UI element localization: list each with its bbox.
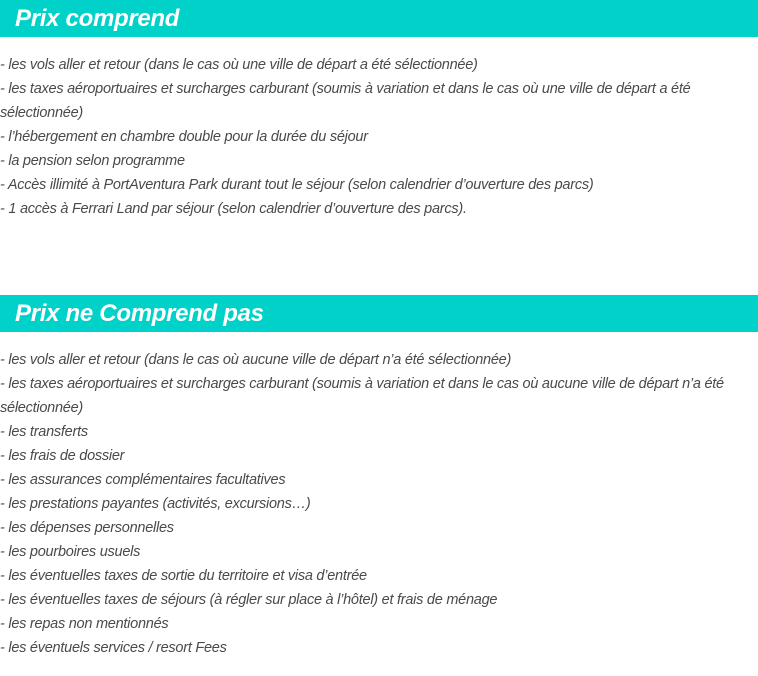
list-item: - les éventuels services / resort Fees — [0, 640, 227, 656]
section-header-excluded — [0, 295, 758, 332]
section-title-included: Prix comprend — [15, 5, 180, 32]
list-item: - les prestations payantes (activités, excursions…) — [0, 496, 311, 512]
section-header-included — [0, 0, 758, 37]
list-item: - les éventuelles taxes de sortie du territoire et visa d’entrée — [0, 568, 367, 584]
section-title-excluded: Prix ne Comprend pas — [15, 300, 264, 327]
list-item: - 1 accès à Ferrari Land par séjour (selon calendrier d’ouverture des parcs). — [0, 201, 467, 217]
list-item: - l’hébergement en chambre double pour la durée du séjour — [0, 129, 368, 145]
list-item: - les assurances complémentaires facultatives — [0, 472, 286, 488]
list-item: - la pension selon programme — [0, 153, 185, 169]
list-item: - Accès illimité à PortAventura Park durant tout le séjour (selon calendrier d’ouverture des parcs) — [0, 177, 594, 193]
list-item: - les transferts — [0, 424, 88, 440]
list-item: - les taxes aéroportuaires et surcharges carburant (soumis à variation et dans le cas où une ville de départ a été sélectionnée) — [0, 81, 691, 121]
list-item: - les pourboires usuels — [0, 544, 141, 560]
list-item: - les repas non mentionnés — [0, 616, 169, 632]
list-item: - les taxes aéroportuaires et surcharges carburant (soumis à variation et dans le cas où aucune ville de départ n’a été sélectionnée) — [0, 376, 724, 416]
excluded-list — [0, 348, 740, 660]
list-item: - les vols aller et retour (dans le cas où une ville de départ a été sélectionnée) — [0, 57, 478, 73]
list-item: - les frais de dossier — [0, 448, 125, 464]
list-item: - les éventuelles taxes de séjours (à régler sur place à l’hôtel) et frais de ménage — [0, 592, 498, 608]
list-item: - les dépenses personnelles — [0, 520, 174, 536]
list-item: - les vols aller et retour (dans le cas où aucune ville de départ n’a été sélectionnée) — [0, 352, 512, 368]
included-list — [0, 53, 740, 221]
